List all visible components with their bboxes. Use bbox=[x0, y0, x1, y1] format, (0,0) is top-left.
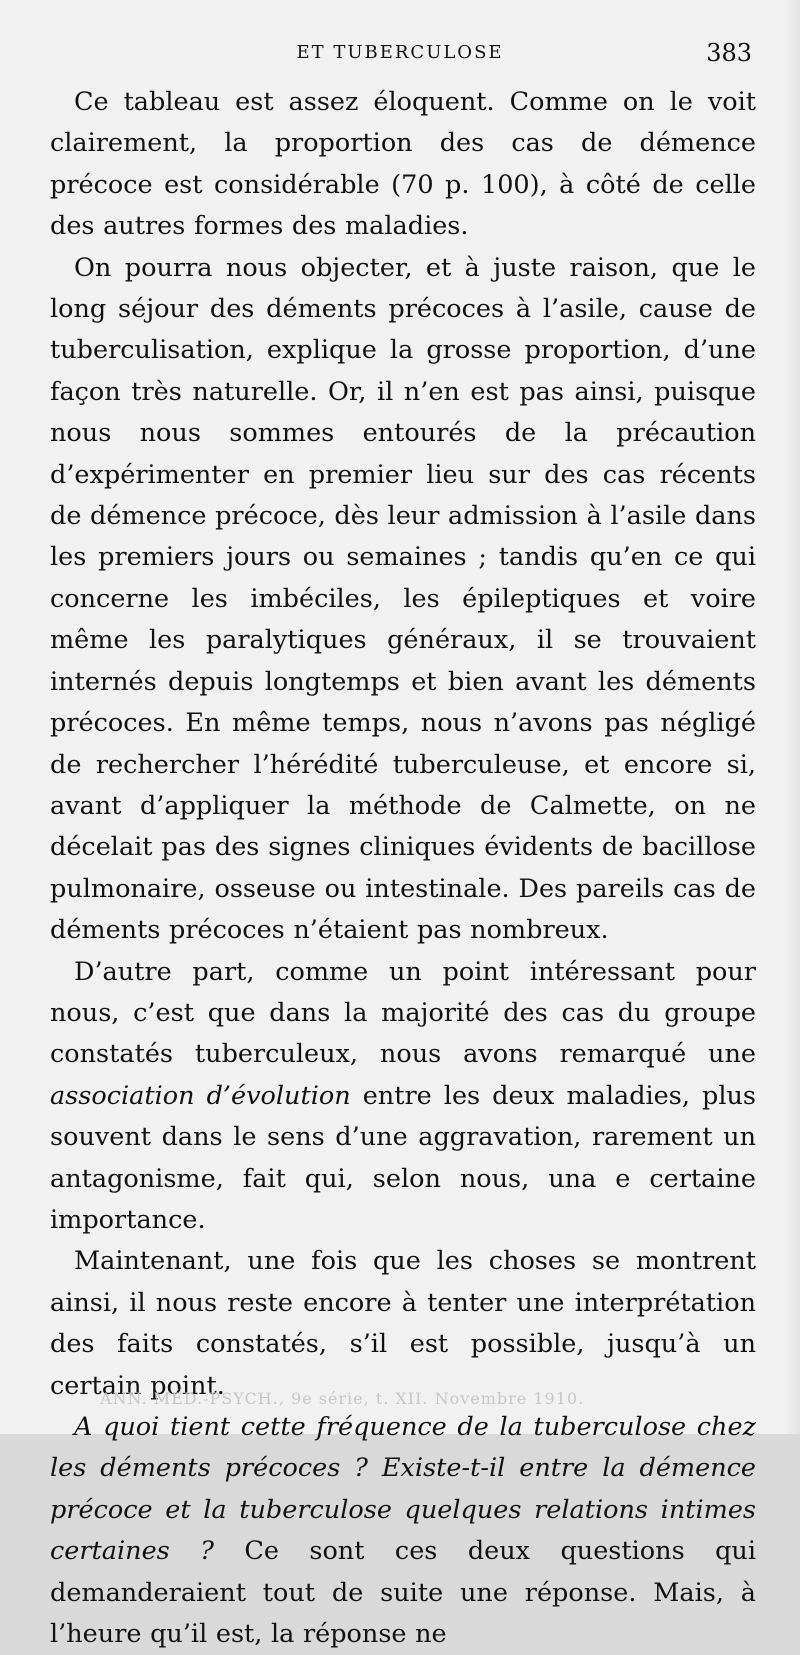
page-number: 383 bbox=[706, 39, 752, 67]
paragraph-4-text: Maintenant, une fois que les choses se montrent ainsi, il nous reste encore à tenter une interprétation des faits constatés, s’il est possible, jusqu’à un certain point. bbox=[50, 1246, 756, 1401]
paragraph-5 bbox=[50, 1407, 756, 1655]
page-edge-shadow bbox=[784, 0, 800, 1434]
paragraph-3-text-start: D’autre part, comme un point intéressant pour nous, c’est que dans la majorité des cas du groupe constatés tuberculeux, nous avons remarqué une bbox=[50, 956, 756, 1070]
paragraph-1 bbox=[50, 82, 756, 248]
running-title: ET TUBERCULOSE bbox=[296, 42, 504, 63]
paragraph-3-italic-phrase: association d’évolution bbox=[50, 1080, 351, 1111]
faint-footer-text: ANN. MÉD.-PSYCH., 9e série, t. XII. Novembre 1910. bbox=[100, 1389, 585, 1408]
paragraph-1-text: Ce tableau est assez éloquent. Comme on le voit clairement, la proportion des cas de démence précoce est considérable (70 p. 100), à côté de celle des autres formes des maladies. bbox=[50, 87, 756, 242]
paragraph-5-text-end: Ce sont ces deux questions qui demanderaient tout de suite une réponse. Mais, à l’heure qu’il est, la réponse ne bbox=[50, 1536, 756, 1650]
running-head bbox=[0, 36, 800, 70]
text-body bbox=[50, 82, 756, 1655]
paragraph-3 bbox=[50, 952, 756, 1242]
paragraph-4 bbox=[50, 1241, 756, 1407]
paragraph-2 bbox=[50, 248, 756, 952]
paragraph-5-italic-questions: A quoi tient cette fréquence de la tuberculose chez les déments précoces ? Existe-t-il entre la démence précoce et la tuberculose quelques relations intimes certaines ? bbox=[50, 1412, 756, 1567]
paragraph-2-text: On pourra nous objecter, et à juste raison, que le long séjour des déments précoces à l’asile, cause de tuberculisation, explique la grosse proportion, d’une façon très naturelle. Or, il n’en est pas ainsi, puisque nous nous sommes entourés de la précaution d’expérimenter en premier lieu sur des cas récents de démence précoce, dès leur admission à l’asile dans les premiers jours ou semaines ; tandis qu’en ce qui concerne les imbéciles, les épileptiques et voire même les paralytiques généraux, il se trouvaient internés depuis longtemps et bien avant les déments précoces. En même temps, nous n’avons pas négligé de rechercher l’hérédité tuberculeuse, et encore si, avant d’appliquer la méthode de Calmette, on ne décelait pas des signes cliniques évidents de bacillose pulmonaire, osseuse ou intestinale. Des pareils cas de déments précoces n’étaient pas nombreux. bbox=[50, 252, 756, 946]
paragraph-3-text-end: entre les deux maladies, plus souvent dans le sens d’une aggravation, rarement un antagonisme, fait qui, selon nous, una e certaine importance. bbox=[50, 1080, 756, 1235]
